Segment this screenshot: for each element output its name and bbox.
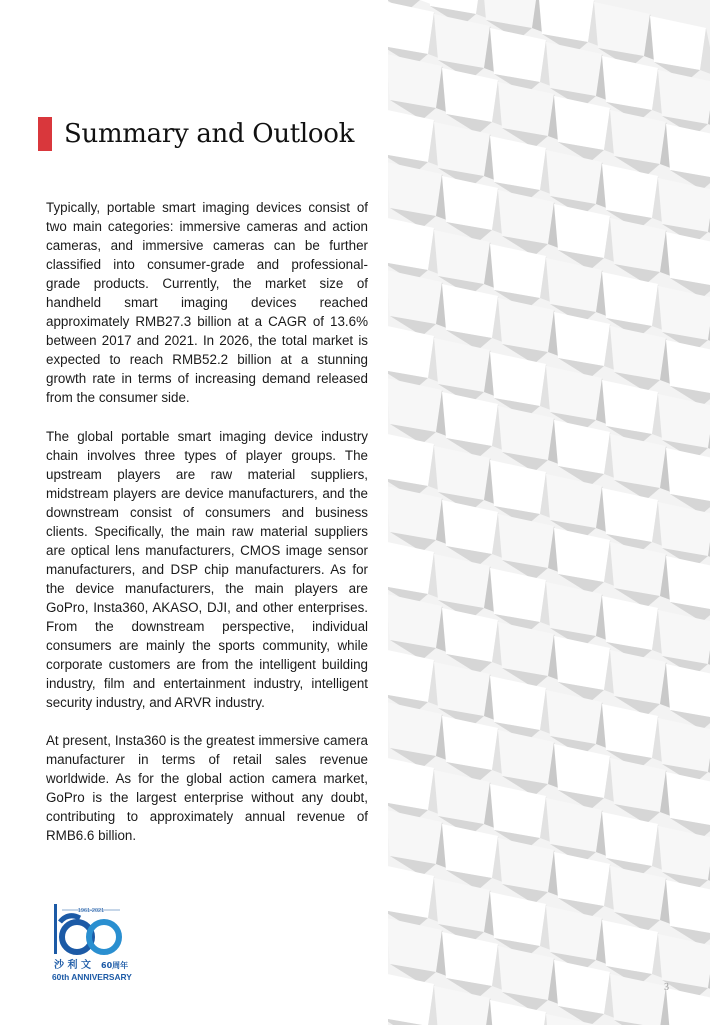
- page-number: 3: [664, 982, 669, 993]
- heading-accent-bar: [38, 117, 52, 151]
- anniversary-logo: [46, 900, 146, 1000]
- logo-anniversary-text: 60th ANNIVERSARY: [52, 972, 132, 982]
- paragraph-market-overview: Typically, portable smart imaging devices consist of two main categories: immersive cameras and action cameras, and immersive cameras can be further classified into consumer-grade and professional-grade products. Currently, the market size of handheld smart imaging devices reached approximately RMB27.3 billion at a CAGR of 13.6% between 2017 and 2021. In 2026, the total market is expected to reach RMB52.2 billion at a stunning growth rate in terms of increasing demand released from the consumer side.: [46, 200, 368, 406]
- paragraph-key-players: At present, Insta360 is the greatest immersive camera manufacturer in terms of retail sales revenue worldwide. As for the global action camera market, GoPro is the largest enterprise without any doubt, contributing to approximately annual revenue of RMB6.6 billion.: [46, 733, 368, 844]
- paragraph-industry-chain: The global portable smart imaging device industry chain involves three types of player groups. The upstream players are raw material suppliers, midstream players are device manufacturers, and the downstream consist of consumers and business clients. Specifically, the main raw material suppliers are optical lens manufacturers, CMOS image sensor manufacturers, and DSP chip manufacturers. As for the device manufacturers, the main players are GoPro, Insta360, AKASO, DJI, and other enterprises. From the downstream perspective, individual consumers are mainly the sports community, while corporate customers are from the intelligent building industry, film and entertainment industry, intelligent security industry, and ARVR industry.: [46, 428, 368, 711]
- logo-years: 1961-2021: [77, 908, 105, 914]
- logo-chinese-suffix: 60周年: [101, 961, 129, 970]
- body-text: [46, 198, 368, 865]
- section-heading: [38, 116, 354, 152]
- page-title: Summary and Outlook: [64, 119, 355, 149]
- logo-chinese-name: 沙 利 文: [54, 960, 91, 971]
- architectural-facade-image: [388, 0, 710, 1025]
